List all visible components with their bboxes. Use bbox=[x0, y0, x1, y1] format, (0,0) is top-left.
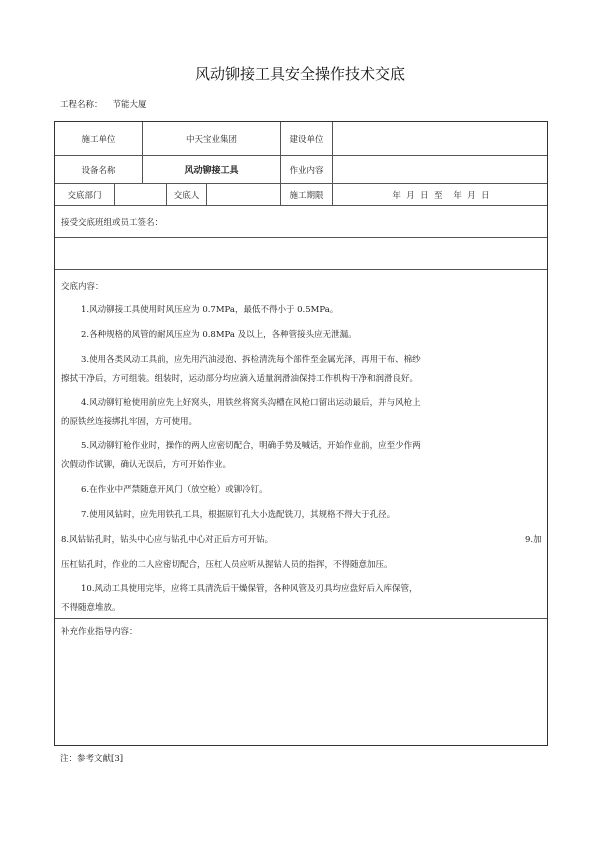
owner-unit-label: 建设单位 bbox=[281, 122, 333, 155]
document-title: 风动铆接工具安全操作技术交底 bbox=[194, 65, 405, 83]
table-row bbox=[55, 156, 547, 184]
content-line: 6.在作业中严禁随意开风门（放空枪）或铆冷钉。 bbox=[81, 485, 268, 495]
content-line: 1.风动铆接工具使用时风压应为 0.7MPa，最低不得小于 0.5MPa。 bbox=[81, 305, 339, 315]
content-line: 3.使用各类风动工具前，应先用汽油浸泡、拆检清洗每个部件至金属光泽，再用干布、棉纱 bbox=[81, 355, 421, 365]
content-line: 4.风动铆钉枪使用前应先上好窝头，用铁丝将窝头沟槽在风枪口留出运动最后，并与风枪上 bbox=[81, 398, 421, 408]
content-line: 的原铁丝连接绑扎牢固，方可使用。 bbox=[61, 417, 198, 427]
content-label: 交底内容： bbox=[61, 282, 104, 292]
supplement-section bbox=[55, 619, 547, 745]
construction-unit-value: 中天宝业集团 bbox=[143, 122, 281, 155]
content-line: 擦拭干净后，方可组装。组装时，运动部分均应滴入适量润滑油保持工作机构干净和润滑良好。 bbox=[61, 374, 419, 384]
content-line: 8.风钻钻孔时，钻头中心应与钻孔中心对正后方可开钻。 bbox=[61, 535, 274, 545]
content-line: 10.风动工具使用完毕，应将工具清洗后干燥保管，各种风管及刃具均应盘好后入库保管， bbox=[81, 584, 418, 594]
content-line: 压杠钻孔时，作业的二人应密切配合，压杠人员应听从握钻人员的指挥，不得随意加压。 bbox=[61, 560, 393, 570]
supplement-label: 补充作业指导内容： bbox=[61, 627, 138, 637]
table-row bbox=[55, 122, 547, 156]
department-value bbox=[115, 184, 167, 205]
content-line: 9.加 bbox=[525, 535, 542, 545]
project-line bbox=[60, 98, 157, 110]
table-row bbox=[55, 184, 547, 206]
equipment-name-label: 设备名称 bbox=[55, 156, 143, 183]
content-section bbox=[55, 270, 547, 619]
work-content-value bbox=[333, 156, 549, 183]
discloser-label: 交底人 bbox=[167, 184, 207, 205]
department-label: 交底部门 bbox=[55, 184, 115, 205]
project-label: 工程名称： bbox=[60, 100, 103, 110]
content-line: 5.风动铆钉枪作业时，操作的两人应密切配合，明确手势及喊话，开始作业前，应至少作两 bbox=[81, 441, 421, 451]
project-value: 节能大厦 bbox=[112, 100, 147, 110]
discloser-value bbox=[207, 184, 281, 205]
owner-unit-value bbox=[333, 122, 549, 155]
construction-unit-label: 施工单位 bbox=[55, 122, 143, 155]
content-line: 7.使用风钻时，应先用铁孔工具，根据原钉孔大小选配铣刀，其规格不得大于孔径。 bbox=[81, 510, 396, 520]
footnote: 注：参考文献[3] bbox=[60, 754, 124, 764]
content-line: 次假动作试铆，确认无误后，方可开始作业。 bbox=[61, 460, 232, 470]
disclosure-table bbox=[54, 121, 548, 746]
period-value: 年 月 日 至 年 月 日 bbox=[392, 190, 490, 201]
signature-label: 接受交底班组或员工签名： bbox=[61, 218, 164, 228]
content-line: 不得随意堆放。 bbox=[61, 603, 121, 613]
content-line: 2.各种规格的风管的耐风压应为 0.8MPa 及以上，各种管接头应无泄漏。 bbox=[81, 330, 357, 340]
signature-row bbox=[55, 238, 547, 270]
equipment-name-value: 风动铆接工具 bbox=[143, 156, 281, 183]
work-content-label: 作业内容 bbox=[281, 156, 333, 183]
signature-row bbox=[55, 206, 547, 238]
period-label: 施工期限 bbox=[281, 184, 333, 205]
